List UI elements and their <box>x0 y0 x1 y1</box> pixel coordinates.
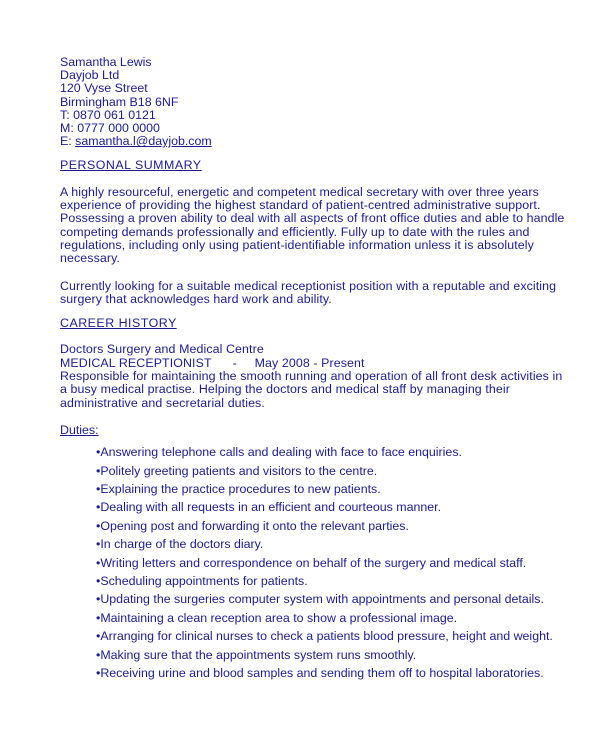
summary-line: Possessing a proven ability to deal with all aspects of front office duties and able to handle <box>60 211 565 226</box>
duty-item: •Arranging for clinical nurses to check a patients blood pressure, height and weight. <box>96 629 553 644</box>
contact-name: Samantha Lewis <box>60 55 152 69</box>
duty-item: •Explaining the practice procedures to new patients. <box>96 481 381 496</box>
duty-item: •Dealing with all requests in an efficient and courteous manner. <box>96 500 442 515</box>
contact-street: 120 Vyse Street <box>60 81 148 96</box>
personal-summary-paragraph-1 <box>60 186 570 266</box>
contact-company: Dayjob Ltd <box>60 68 120 83</box>
duty-item: •Updating the surgeries computer system with appointments and personal details. <box>96 592 544 607</box>
duty-item: •Politely greeting patients and visitors to the centre. <box>96 463 378 478</box>
duty-item: •Writing letters and correspondence on behalf of the surgery and medical staff. <box>96 555 527 570</box>
personal-summary-heading: PERSONAL SUMMARY <box>60 158 202 173</box>
cv-document <box>60 56 570 682</box>
summary-line: experience of providing the highest standard of patient-centred administrative support. <box>60 198 541 213</box>
summary-line: regulations, including only using patient-identifiable information unless it is absolutely <box>60 237 534 252</box>
contact-mobile: M: 0777 000 0000 <box>60 121 160 136</box>
duty-item: •Maintaining a clean reception area to show a professional image. <box>96 610 458 625</box>
duty-item: •Making sure that the appointments system runs smoothly. <box>96 647 417 662</box>
duty-item: •Opening post and forwarding it onto the relevant parties. <box>96 518 409 533</box>
job-title-dates: MEDICAL RECEPTIONIST - May 2008 - Present <box>60 355 365 370</box>
career-history-heading: CAREER HISTORY <box>60 316 177 331</box>
duties-list <box>60 443 570 682</box>
job-entry <box>60 343 570 409</box>
duty-item: •Scheduling appointments for patients. <box>96 574 308 589</box>
summary-line: competing demands professionally and efficiently. Fully up to date with the rules and <box>60 224 530 239</box>
job-description-line: Responsible for maintaining the smooth running and operation of all front desk activities in <box>60 368 563 383</box>
duties-heading: Duties: <box>60 422 99 437</box>
summary-line: A highly resourceful, energetic and competent medical secretary with over three years <box>60 184 539 199</box>
duty-item: •In charge of the doctors diary. <box>96 537 264 552</box>
contact-email-row <box>60 135 570 148</box>
employer-name: Doctors Surgery and Medical Centre <box>60 342 264 357</box>
summary-line: Currently looking for a suitable medical receptionist position with a reputable and exciting <box>60 278 557 293</box>
paragraph-spacer <box>60 266 570 280</box>
contact-email-link[interactable]: samantha.l@dayjob.com <box>75 134 212 149</box>
duty-item: •Answering telephone calls and dealing with face to face enquiries. <box>96 445 462 460</box>
duty-item: •Receiving urine and blood samples and sending them off to hospital laboratories. <box>96 666 544 681</box>
personal-summary-paragraph-2 <box>60 280 570 307</box>
contact-block <box>60 56 570 148</box>
contact-city: Birmingham B18 6NF <box>60 94 179 109</box>
job-description-line: administrative and secretarial duties. <box>60 395 265 410</box>
contact-email-label: E: <box>60 134 76 149</box>
summary-line: necessary. <box>60 251 120 266</box>
contact-telephone: T: 0870 061 0121 <box>60 107 156 122</box>
job-description-line: a busy medical practise. Helping the doctors and medical staff by managing their <box>60 382 510 397</box>
summary-line: surgery that acknowledges hard work and ability. <box>60 291 332 306</box>
